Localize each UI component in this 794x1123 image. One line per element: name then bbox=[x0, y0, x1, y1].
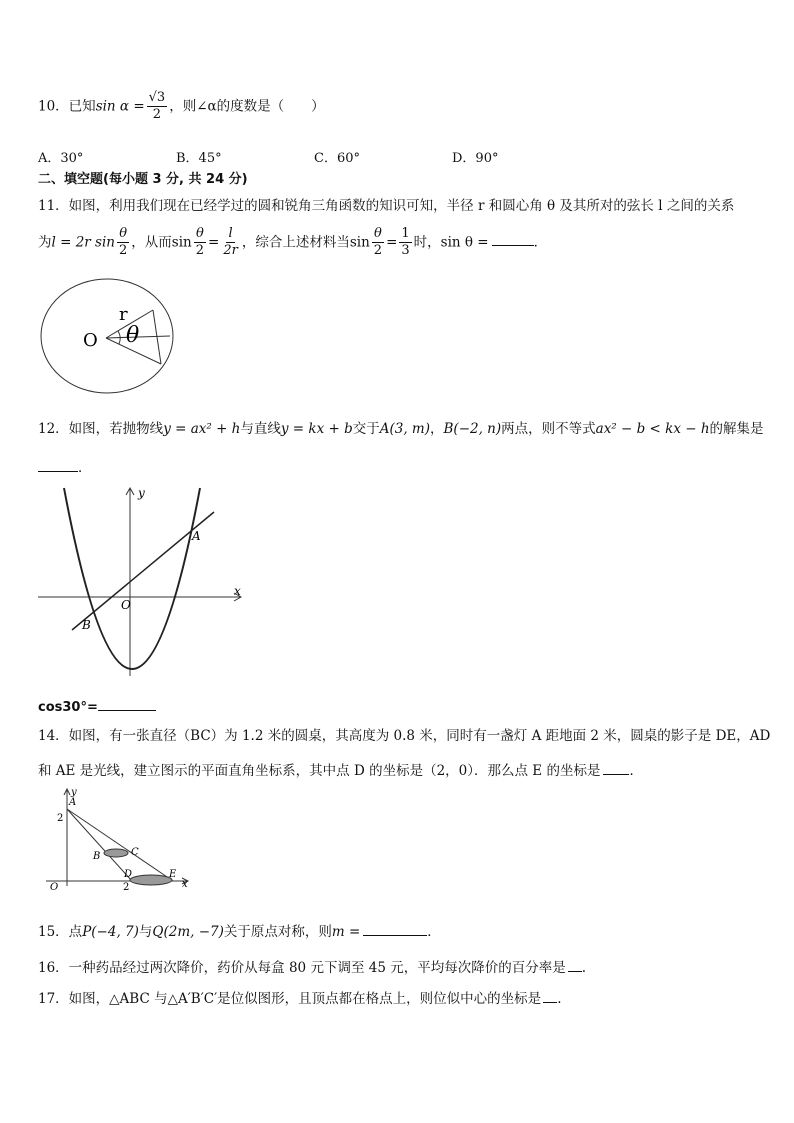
q10-rest: ，则∠α的度数是（ ） bbox=[169, 98, 325, 115]
q14-label-y: y bbox=[71, 787, 77, 798]
q11-sin: sin bbox=[171, 234, 192, 251]
q12-parabola-eq: y = ax² + h bbox=[163, 421, 241, 437]
q12-label-A: A bbox=[192, 529, 201, 543]
q14-label-D: D bbox=[124, 869, 133, 880]
q14-label-A: A bbox=[69, 797, 77, 808]
q12-text-c: 交于 bbox=[352, 421, 380, 437]
q14-label-O: O bbox=[50, 882, 59, 893]
q11-frac-theta-2 bbox=[194, 227, 206, 259]
q10-option-a: A．30° bbox=[38, 151, 84, 166]
q14-label-2x: 2 bbox=[123, 882, 130, 893]
q11-frac-den: 2 bbox=[119, 243, 128, 259]
q11-label-theta: θ bbox=[126, 323, 140, 348]
q11-when: 时， bbox=[413, 234, 441, 251]
q12-text-e: 的解集是 bbox=[709, 421, 764, 437]
q11-frac-l bbox=[221, 227, 240, 259]
q15-line bbox=[38, 923, 441, 940]
q10-option-c: C．60° bbox=[314, 151, 360, 166]
q10-frac-num: √3 bbox=[147, 91, 168, 107]
q10-sin-expr: sin α = bbox=[95, 98, 145, 115]
q12-end: ． bbox=[78, 460, 92, 476]
q11-frac4-num: θ bbox=[372, 227, 384, 243]
q11-eq: = bbox=[208, 234, 220, 251]
q14-answer-blank[interactable] bbox=[603, 762, 629, 775]
q11-frac-third bbox=[399, 227, 411, 259]
q14-ray-AD bbox=[67, 809, 132, 881]
q15-text-a: 15．点 bbox=[38, 924, 83, 940]
q12-label-O: O bbox=[121, 598, 131, 612]
q14-label-C: C bbox=[131, 847, 139, 858]
q12-line-eq: y = kx + b bbox=[280, 421, 353, 437]
q12-inequality: ax² − b < kx − h bbox=[595, 421, 710, 437]
q11-eq-2: = bbox=[386, 234, 398, 251]
q14-ray-AE bbox=[67, 809, 173, 881]
q12-text-d: 两点，则不等式 bbox=[501, 421, 596, 437]
q11-frac2-num: θ bbox=[194, 227, 206, 243]
q15-point-p: P(−4, 7) bbox=[82, 924, 139, 940]
q11-chord bbox=[153, 310, 161, 364]
q16-line bbox=[38, 959, 586, 976]
q11-formula: l = 2r sin bbox=[51, 234, 115, 251]
q11-pre: 为 bbox=[38, 234, 52, 251]
q14-line2 bbox=[38, 762, 643, 779]
q14-shadow-figure bbox=[38, 786, 198, 896]
q14-label-x: x bbox=[182, 879, 188, 890]
q17-answer-blank[interactable] bbox=[543, 990, 557, 1003]
q11-mid2: ，综合上述材料当 bbox=[241, 234, 350, 251]
q13-answer-blank[interactable] bbox=[98, 698, 156, 711]
q12-graph bbox=[38, 486, 248, 678]
q11-label-O: O bbox=[83, 330, 98, 351]
q15-end: ． bbox=[427, 924, 441, 940]
q10-stem bbox=[38, 91, 325, 123]
q12-text-a: 12．如图，若抛物线 bbox=[38, 421, 164, 437]
q12-parabola bbox=[64, 488, 200, 669]
q15-text-b: 与 bbox=[138, 924, 153, 940]
q11-answer-blank[interactable] bbox=[492, 233, 534, 246]
q13-text: cos30°= bbox=[38, 700, 98, 715]
q14-end: ． bbox=[629, 763, 643, 779]
q11-sin-2: sin bbox=[349, 234, 370, 251]
q15-answer-blank[interactable] bbox=[363, 923, 427, 936]
q15-m: m = bbox=[331, 924, 361, 940]
q11-frac2-den: 2 bbox=[195, 243, 205, 259]
q14-label-E: E bbox=[169, 869, 177, 880]
q12-line1 bbox=[38, 423, 764, 437]
q10-number: 10．已知 bbox=[38, 98, 96, 115]
q14-label-B: B bbox=[93, 851, 101, 862]
q11-frac-theta bbox=[117, 227, 129, 259]
q10-option-b: B．45° bbox=[176, 151, 222, 166]
q12-point-b: B(−2, n) bbox=[443, 421, 502, 437]
q10-fraction bbox=[147, 91, 168, 123]
q16-end: . bbox=[581, 960, 586, 976]
q12-label-B: B bbox=[82, 618, 91, 632]
q11-end: ． bbox=[533, 234, 548, 251]
q11-label-r: r bbox=[119, 304, 128, 325]
q17-line bbox=[38, 990, 561, 1007]
q14-line1: 14．如图，有一张直径（BC）为 1.2 米的圆桌，其高度为 0.8 米，同时有一盏灯 A 距地面 2 米，圆桌的影子是 DE，AD bbox=[38, 728, 771, 744]
q11-frac-theta-3 bbox=[372, 227, 384, 259]
q14-line2-text: 和 AE 是光线，建立图示的平面直角坐标系，其中点 D 的坐标是（2，0）．那么点 E 的坐标是 bbox=[38, 763, 601, 779]
section-heading: 二、填空题(每小题 3 分, 共 24 分) bbox=[38, 172, 248, 187]
q11-mid: ，从而 bbox=[131, 234, 172, 251]
q15-text-c: 关于原点对称，则 bbox=[223, 924, 332, 940]
q11-frac5-num: 1 bbox=[399, 227, 411, 243]
q12-label-x: x bbox=[234, 584, 241, 598]
q14-label-2y: 2 bbox=[57, 813, 64, 824]
q11-line2 bbox=[38, 227, 547, 259]
q14-table-shadow bbox=[130, 875, 172, 885]
q12-label-y: y bbox=[138, 486, 145, 500]
q11-circle-figure bbox=[38, 276, 178, 396]
q15-point-q: Q(2m, −7) bbox=[152, 924, 224, 940]
q11-frac4-den: 2 bbox=[373, 243, 383, 259]
q14-table-top bbox=[104, 849, 128, 857]
q10-option-d: D．90° bbox=[452, 151, 499, 166]
q11-frac3-den: 2r bbox=[223, 243, 238, 259]
q11-frac5-den: 3 bbox=[401, 243, 410, 259]
q16-text: 16．一种药品经过两次降价，药价从每盒 80 元下调至 45 元，平均每次降价的百分率是 bbox=[38, 960, 566, 976]
q12-answer-blank[interactable] bbox=[38, 459, 78, 472]
q10-frac-den: 2 bbox=[152, 107, 162, 123]
q11-frac3-num: l bbox=[226, 227, 234, 243]
q12-line2 bbox=[38, 459, 92, 476]
q11-sin-theta: sin θ = bbox=[440, 234, 489, 251]
q12-comma: ， bbox=[430, 421, 444, 437]
q12-text-b: 与直线 bbox=[240, 421, 281, 437]
q11-circle bbox=[41, 279, 173, 393]
q11-line1: 11．如图，利用我们现在已经学过的圆和锐角三角函数的知识可知，半径 r 和圆心角 θ 及其所对的弦长 l 之间的关系 bbox=[38, 198, 735, 214]
q12-point-a: A(3, m) bbox=[379, 421, 430, 437]
q17-text: 17．如图，△ABC 与△A′B′C′是位似图形，且顶点都在格点上，则位似中心的坐标是 bbox=[38, 991, 542, 1007]
q17-end: . bbox=[557, 991, 562, 1007]
q11-frac-num: θ bbox=[117, 227, 129, 243]
q13-line bbox=[38, 698, 156, 715]
q16-answer-blank[interactable] bbox=[568, 959, 582, 972]
